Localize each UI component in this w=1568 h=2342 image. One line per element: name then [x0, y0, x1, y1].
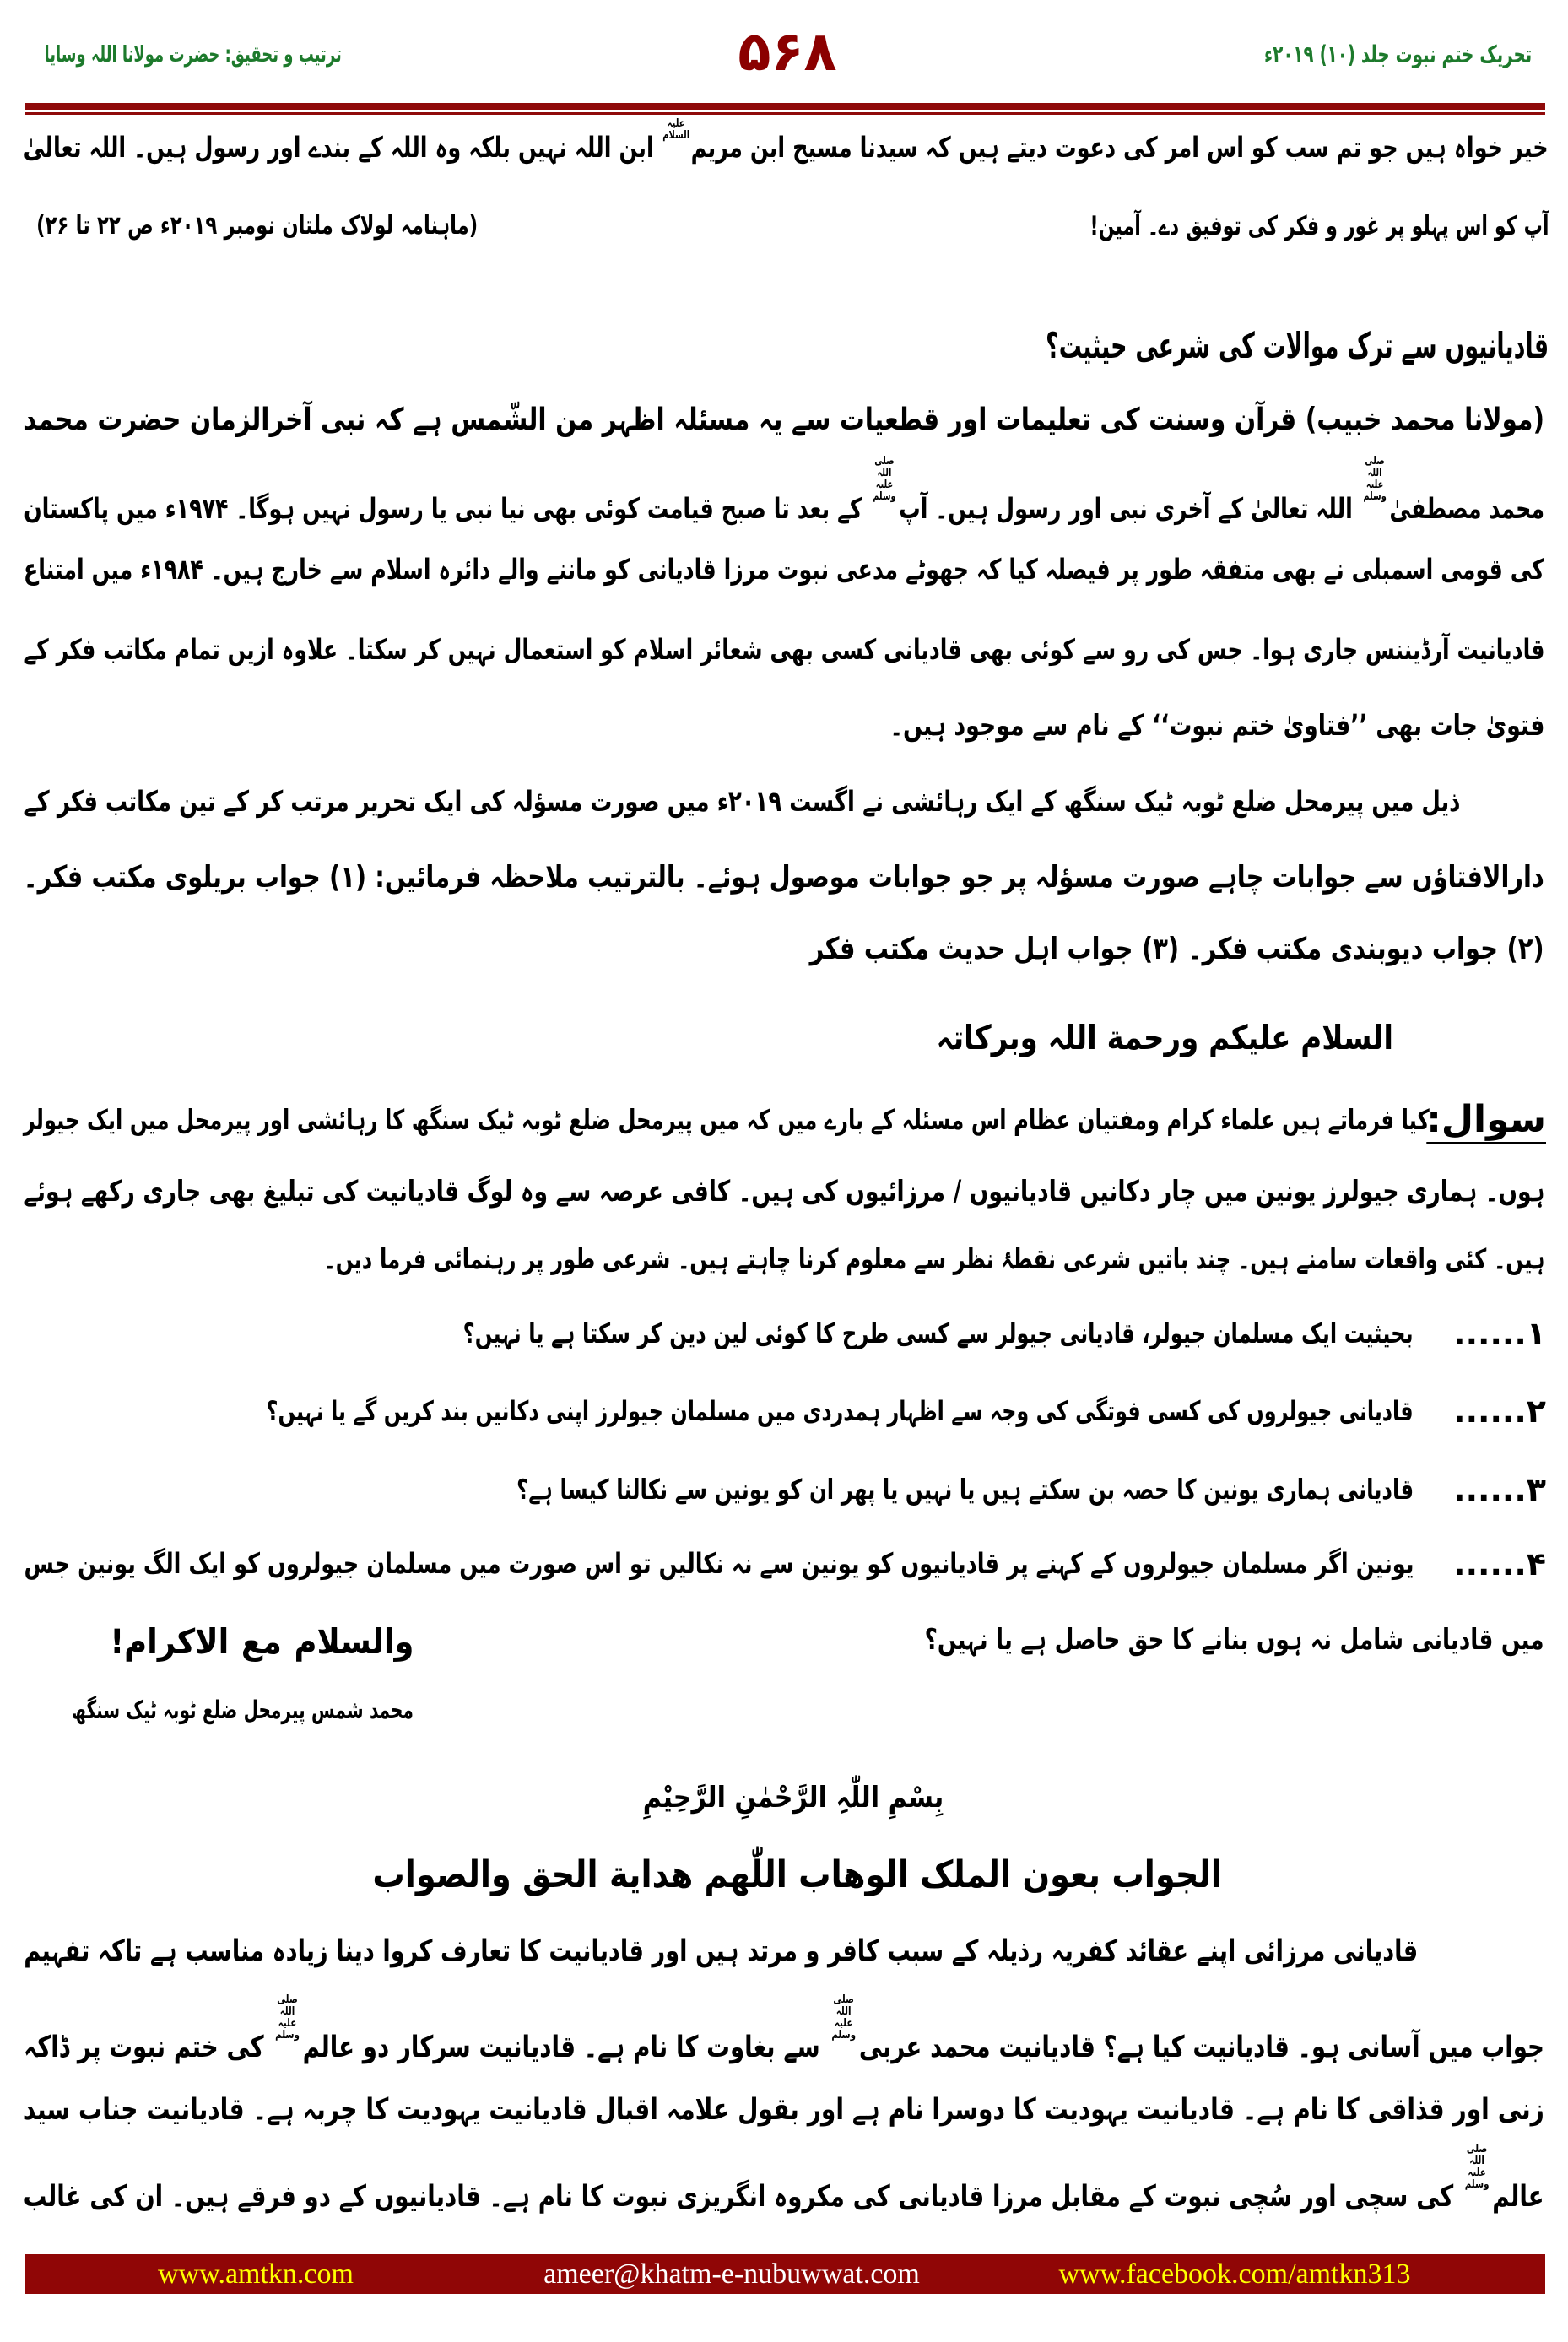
footer-bar: [25, 2254, 1545, 2294]
series-title: تحریک ختم نبوت جلد (۱۰) ۲۰۱۹ء: [1263, 41, 1532, 68]
honorific-pbuh-glyph: صلی اللہ علیہ وسلم: [831, 1993, 857, 2042]
context-line-3: (۲) جواب دیوبندی مکتب فکر۔ (۳) جواب اہل حدیث مکتب فکر: [810, 932, 1544, 966]
question-item-number: ۳......: [1453, 1471, 1546, 1508]
page-number: ۵۶۸: [738, 21, 837, 84]
text-segment: عالم: [1492, 2180, 1544, 2214]
question-line-3: ہیں۔ کئی واقعات سامنے ہیں۔ چند باتیں شرعی نقطۂ نظر سے معلوم کرنا چاہتے ہیں۔ شرعی طور پر رہنمائی فرما دیں۔: [323, 1243, 1544, 1275]
text-segment: محمد مصطفیٰ: [1389, 492, 1544, 525]
intro-line-3: کی قومی اسمبلی نے بھی متفقہ طور پر فیصلہ کیا کہ جھوٹے مدعی نبوت مرزا قادیانی کو ماننے والے دائرہ اسلام سے خارج ہیں۔ ۱۹۸۴ء میں امتناع: [24, 553, 1545, 586]
text-segment: سے بغاوت کا نام ہے۔ قادیانیت سرکار دو عالم: [302, 2030, 829, 2064]
question-item-text: قادیانی ہماری یونین کا حصہ بن سکتے ہیں یا نہیں یا پھر ان کو یونین سے نکالنا کیسا ہے؟: [516, 1474, 1414, 1506]
text-segment: کی ختم نبوت پر ڈاکہ: [24, 2030, 273, 2064]
honorific-pbuh-glyph: صلی اللہ علیہ وسلم: [873, 455, 896, 503]
honorific-pbuh-glyph: صلی اللہ علیہ وسلم: [1363, 455, 1387, 503]
bismillah: بِسْمِ اللّٰہِ الرَّحْمٰنِ الرَّحِیْمِ: [642, 1781, 944, 1815]
question-item-continuation: میں قادیانی شامل نہ ہوں بنانے کا حق حاصل ہے یا نہیں؟: [925, 1623, 1544, 1657]
answer-line-2: [24, 1994, 1544, 2070]
answer-heading: الجواب بعون الملک الوهاب اللّٰهم هداية الحق والصواب: [372, 1853, 1223, 1896]
intro-line-4: قادیانیت آرڈیننس جاری ہوا۔ جس کی رو سے کوئی بھی قادیانی کسی بھی شعائر اسلام کو استعمال نہیں کر سکتا۔ علاوہ ازیں تمام مکاتب فکر کے: [24, 633, 1544, 666]
text-segment: خیر خواہ ہیں جو تم سب کو اس امر کی دعوت دیتے ہیں کہ سیدنا مسیح ابن مریم: [691, 131, 1549, 164]
context-line-2: دارالافتاؤں سے جوابات چاہے صورت مسؤلہ پر جو جوابات موصول ہوئے۔ بالترتیب ملاحظہ فرمائیں: (۱) جواب بریلوی مکتب فکر۔: [24, 860, 1545, 895]
previous-article-line-1: [24, 110, 1549, 186]
question-label: سوال:: [1426, 1098, 1546, 1141]
compiler-credit: ترتیب و تحقیق: حضرت مولانا اللہ وسایا: [44, 42, 342, 68]
email-link[interactable]: ameer@khatm-e-nubuwwat.com: [543, 2258, 920, 2290]
question-item-text: قادیانی جیولروں کی کسی فوتگی کی وجہ سے اظہار ہمدردی میں مسلمان جیولرز اپنی دکانیں بند کریں گے یا نہیں؟: [267, 1395, 1414, 1427]
question-closing: والسلام مع الاکرام!: [110, 1621, 414, 1662]
questioner-signature: محمد شمس پیرمحل ضلع ٹوبہ ٹیک سنگھ: [72, 1696, 414, 1725]
question-item-number: ۱......: [1453, 1315, 1546, 1352]
answer-line-1: قادیانی مرزائی اپنے عقائد کفریہ رذیلہ کے سبب کافر و مرتد ہیں اور قادیانیت کا تعارف کروا دینا زیادہ مناسب ہے تاکہ تفہیم: [24, 1934, 1418, 1968]
context-line-1: ذیل میں پیرمحل ضلع ٹوبہ ٹیک سنگھ کے ایک رہائشی نے اگست ۲۰۱۹ء میں صورت مسؤلہ کی ایک تحریر مرتب کر کے تین مکاتب فکر کے: [24, 785, 1460, 818]
text-segment: جواب میں آسانی ہو۔ قادیانیت کیا ہے؟ قادیانیت محمد عربی: [858, 2030, 1544, 2064]
article-title: قادیانیوں سے ترک موالات کی شرعی حیثیت؟: [1046, 325, 1549, 366]
intro-line-1: [24, 381, 1544, 457]
honorific-alayhis-salam-glyph: علیہ السلام: [662, 117, 690, 142]
text-segment: اللہ تعالیٰ کے آخری نبی اور رسول ہیں۔ آپ: [899, 492, 1360, 525]
previous-article-line-2: آپ کو اس پہلو پر غور و فکر کی توفیق دے۔ آمین!: [1089, 211, 1549, 241]
question-item-text: بحیثیت ایک مسلمان جیولر، قادیانی جیولر سے کسی طرح کا کوئی لین دین کر سکتا ہے یا نہیں؟: [463, 1317, 1414, 1349]
facebook-link[interactable]: www.facebook.com/amtkn313: [1058, 2258, 1411, 2290]
text-segment: کے بعد تا صبح قیامت کوئی بھی نیا نبی یا رسول نہیں ہوگا۔ ۱۹۷۴ء میں پاکستان: [24, 492, 870, 525]
honorific-pbuh-glyph: صلی اللہ علیہ وسلم: [1465, 2143, 1490, 2191]
author-name: (مولانا محمد خبیب): [1305, 401, 1544, 437]
question-line-2: ہوں۔ ہماری جیولرز یونین میں چار دکانیں قادیانیوں / مرزائیوں کی ہیں۔ کافی عرصہ سے وہ لوگ قادیانیت کی تبلیغ بھی جاری رکھے ہوئے: [24, 1175, 1544, 1209]
question-line-1: کیا فرماتے ہیں علماء کرام ومفتیان عظام اس مسئلہ کے بارے میں کہ میں پیرمحل ضلع ٹوبہ ٹیک سنگھ کا رہائشی اور پیرمحل میں ایک جیولر: [24, 1104, 1430, 1136]
answer-line-3: زنی اور قذاقی کا نام ہے۔ قادیانیت یہودیت کا دوسرا نام ہے اور بقول علامہ اقبال قادیانیت یہودیت کا چربہ ہے۔ قادیانیت جناب سید: [24, 2092, 1544, 2127]
question-item-number: ۴......: [1453, 1545, 1546, 1582]
question-item-number: ۲......: [1453, 1393, 1546, 1430]
header-rule-thick: [25, 103, 1545, 110]
intro-line-5: فتویٰ جات بھی ’’فتاویٰ ختم نبوت‘‘ کے نام سے موجود ہیں۔: [889, 709, 1544, 743]
text-segment: کی سچی اور سُچی نبوت کے مقابل مرزا قادیانی کی مکروہ انگریزی نبوت کا نام ہے۔ قادیانیوں کے دو فرقے ہیں۔ ان کی غالب: [23, 2180, 1463, 2214]
source-citation: (ماہنامہ لولاک ملتان نومبر ۲۰۱۹ء ص ۲۲ تا ۲۶): [36, 211, 478, 241]
answer-line-4: [24, 2144, 1544, 2220]
intro-line-2: [24, 456, 1544, 532]
website-link[interactable]: www.amtkn.com: [158, 2258, 354, 2290]
honorific-pbuh-glyph: صلی اللہ علیہ وسلم: [275, 1993, 300, 2042]
text-segment: ابن اللہ نہیں بلکہ وہ اللہ کے بندے اور رسول ہیں۔ اللہ تعالیٰ: [24, 131, 662, 164]
question-item-text: یونین اگر مسلمان جیولروں کے کہنے پر قادیانیوں کو یونین سے نہ نکالیں تو اس صورت میں مسلمان جیولروں کو ایک الگ یونین جس: [24, 1547, 1414, 1580]
question-greeting: السلام علیکم ورحمة اللہ وبرکاتہ: [936, 1019, 1394, 1057]
text-segment: قرآن وسنت کی تعلیمات اور قطعیات سے یہ مسئلہ اظہر من الشّمس ہے کہ نبی آخرالزمان حضرت محمد: [24, 401, 1306, 437]
